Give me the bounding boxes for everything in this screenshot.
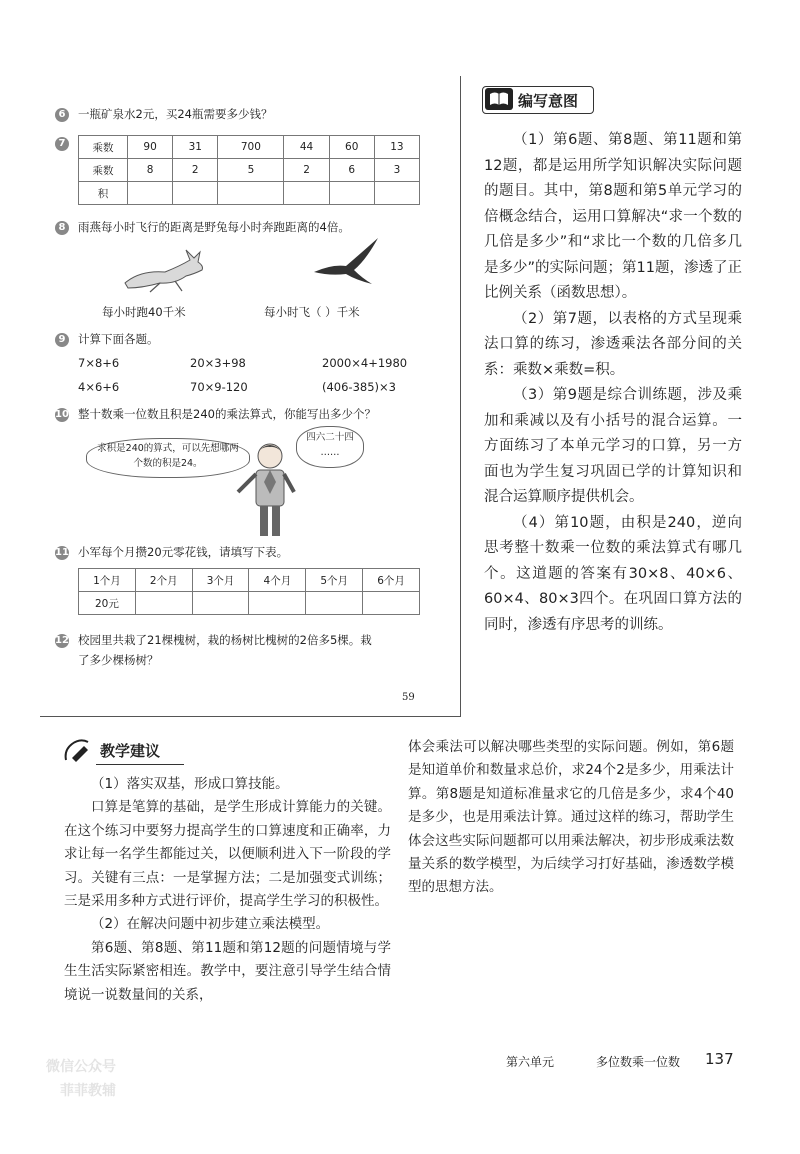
expression-4: 4×6+6 xyxy=(78,380,120,394)
question-number-9: 9 xyxy=(55,333,69,347)
question-number-8: 8 xyxy=(55,221,69,235)
pen-icon xyxy=(62,738,92,764)
table-cell: 8 xyxy=(128,159,173,182)
table-cell-empty xyxy=(135,592,192,615)
table-cell-empty xyxy=(249,592,306,615)
table-header: 6个月 xyxy=(363,569,420,592)
table-cell: 90 xyxy=(128,136,173,159)
table-header: 4个月 xyxy=(249,569,306,592)
expression-6: (406-385)×3 xyxy=(322,380,396,394)
table-cell: 44 xyxy=(284,136,329,159)
table-cell-empty xyxy=(329,182,374,205)
table-row-label: 乘数 xyxy=(79,136,128,159)
question-number-10: 10 xyxy=(55,409,69,420)
table-cell-empty xyxy=(218,182,284,205)
expression-3: 2000×4+1980 xyxy=(322,356,408,370)
advice-paragraph: 口算是笔算的基础，是学生形成计算能力的关键。在这个练习中要努力提高学生的口算速度和正确率，力求让每一名学生都能过关，以便顺利进入下一阶段的学习。关键有三点：一是掌握方法；二是加强变式训练；三是采用多种方式进行评价，提高学生学习的积极性。 xyxy=(64,799,391,910)
watermark-line2: 菲菲教辅 xyxy=(60,1083,116,1099)
rabbit-illustration xyxy=(120,248,210,293)
table-cell: 3 xyxy=(374,159,419,182)
expression-2: 20×3+98 xyxy=(190,356,246,370)
question-11-text: 小军每个月攒20元零花钱，请填写下表。 xyxy=(78,545,289,559)
table-cell-empty xyxy=(306,592,363,615)
table-cell-empty xyxy=(284,182,329,205)
table-cell-empty xyxy=(363,592,420,615)
advice-paragraph: （2）在解决问题中初步建立乘法模型。 xyxy=(91,916,330,933)
question-9-text: 计算下面各题。 xyxy=(78,332,159,346)
footer-topic: 多位数乘一位数 xyxy=(596,1055,681,1069)
swift-illustration xyxy=(312,236,382,286)
table-header: 5个月 xyxy=(306,569,363,592)
question-number-6: 6 xyxy=(55,108,69,122)
table-header: 3个月 xyxy=(192,569,249,592)
table-cell-empty xyxy=(128,182,173,205)
advice-paragraph: 第6题、第8题、第11题和第12题的问题情境与学生生活实际紧密相连。教学中，要注意引导学生结合情境说一说数量间的关系， xyxy=(64,939,391,1003)
expression-5: 70×9-120 xyxy=(190,380,248,394)
writing-intent-body xyxy=(484,128,742,638)
question-10-text: 整十数乘一位数且积是240的乘法算式，你能写出多少个？ xyxy=(78,407,376,421)
table-cell: 13 xyxy=(374,136,419,159)
table-cell: 60 xyxy=(329,136,374,159)
question-8-text: 雨燕每小时飞行的距离是野兔每小时奔跑距离的4倍。 xyxy=(78,220,350,234)
speech-bubble-left: 求积是240的算式，可以先想哪两个数的积是24。 xyxy=(86,438,250,478)
question-7-table xyxy=(78,135,420,205)
swift-caption: 每小时飞（ ）千米 xyxy=(264,305,360,319)
title-underline xyxy=(96,764,184,765)
question-11-table xyxy=(78,568,420,615)
writing-intent-paragraph: （4）第10题，由积是240，逆向思考整十数乘一位数的乘法算式有哪几个。这道题的答案有30×8、40×6、60×4、80×3四个。在巩固口算方法的同时，渗透有序思考的训练。 xyxy=(484,514,742,633)
table-row-label: 积 xyxy=(79,182,128,205)
footer-page-number: 137 xyxy=(705,1050,734,1068)
table-header: 2个月 xyxy=(135,569,192,592)
writing-intent-paragraph: （3）第9题是综合训练题，涉及乘加和乘减以及有小括号的混合运算。一方面练习了本单元学习的口算，另一方面也为学生复习巩固已学的计算知识和混合运算顺序提供机会。 xyxy=(484,387,742,505)
table-cell: 700 xyxy=(218,136,284,159)
advice-paragraph-continued: 体会乘法可以解决哪些类型的实际问题。例如，第6题是知道单价和数量求总价，求24个2是多少，用乘法计算。第8题是知道标准量求它的几倍是多少，求4个40是多少，也是用乘法计算。通过这样的练习，帮助学生体会这些实际问题都可以用乘法解决，初步形成乘法数量关系的数学模型，为后续学习打好基础，渗透数学模型的思想方法。 xyxy=(408,739,734,896)
advice-paragraph: （1）落实双基，形成口算技能。 xyxy=(91,776,289,792)
footer-unit: 第六单元 xyxy=(506,1055,555,1069)
textbook-page-number: 59 xyxy=(402,692,415,703)
speech-bubble-right-line2: …… xyxy=(320,447,340,458)
question-6-text: 一瓶矿泉水2元，买24瓶需要多少钱？ xyxy=(78,107,273,121)
watermark-line1: 微信公众号 xyxy=(46,1059,116,1075)
question-number-12: 12 xyxy=(55,635,69,646)
student-illustration xyxy=(230,440,310,540)
speech-bubble-right-line1: 四六二十四 xyxy=(306,432,354,443)
table-cell: 20元 xyxy=(79,592,136,615)
table-cell-empty xyxy=(192,592,249,615)
question-12-text-line1: 校园里共栽了21棵槐树，栽的杨树比槐树的2倍多5棵。栽 xyxy=(78,633,372,647)
question-number-11: 11 xyxy=(55,547,69,558)
table-cell: 2 xyxy=(173,159,218,182)
rabbit-caption: 每小时跑40千米 xyxy=(102,305,186,319)
question-number-7: 7 xyxy=(55,137,69,151)
table-header: 1个月 xyxy=(79,569,136,592)
question-12-text-line2: 了多少棵杨树？ xyxy=(78,653,159,667)
expression-1: 7×8+6 xyxy=(78,356,120,370)
table-cell: 2 xyxy=(284,159,329,182)
writing-intent-title: 编写意图 xyxy=(518,92,579,110)
table-row-label: 乘数 xyxy=(79,159,128,182)
writing-intent-paragraph: （1）第6题、第8题、第11题和第12题，都是运用所学知识解决实际问题的题目。其中，第8题和第5单元学习的倍概念结合，运用口算解决“求一个数的几倍是多少”和“求比一个数的几倍多几是多少”的实际问题；第11题，渗透了正比例关系（函数思想）。 xyxy=(484,132,742,301)
table-cell: 6 xyxy=(329,159,374,182)
table-cell-empty xyxy=(173,182,218,205)
teaching-advice-left-column xyxy=(64,773,391,1007)
teaching-advice-title: 教学建议 xyxy=(100,742,161,760)
table-cell-empty xyxy=(374,182,419,205)
table-cell: 5 xyxy=(218,159,284,182)
teaching-advice-right-column xyxy=(408,736,734,900)
book-icon xyxy=(485,88,513,110)
table-cell: 31 xyxy=(173,136,218,159)
writing-intent-paragraph: （2）第7题，以表格的方式呈现乘法口算的练习，渗透乘法各部分间的关系：乘数×乘数=积。 xyxy=(484,310,742,378)
